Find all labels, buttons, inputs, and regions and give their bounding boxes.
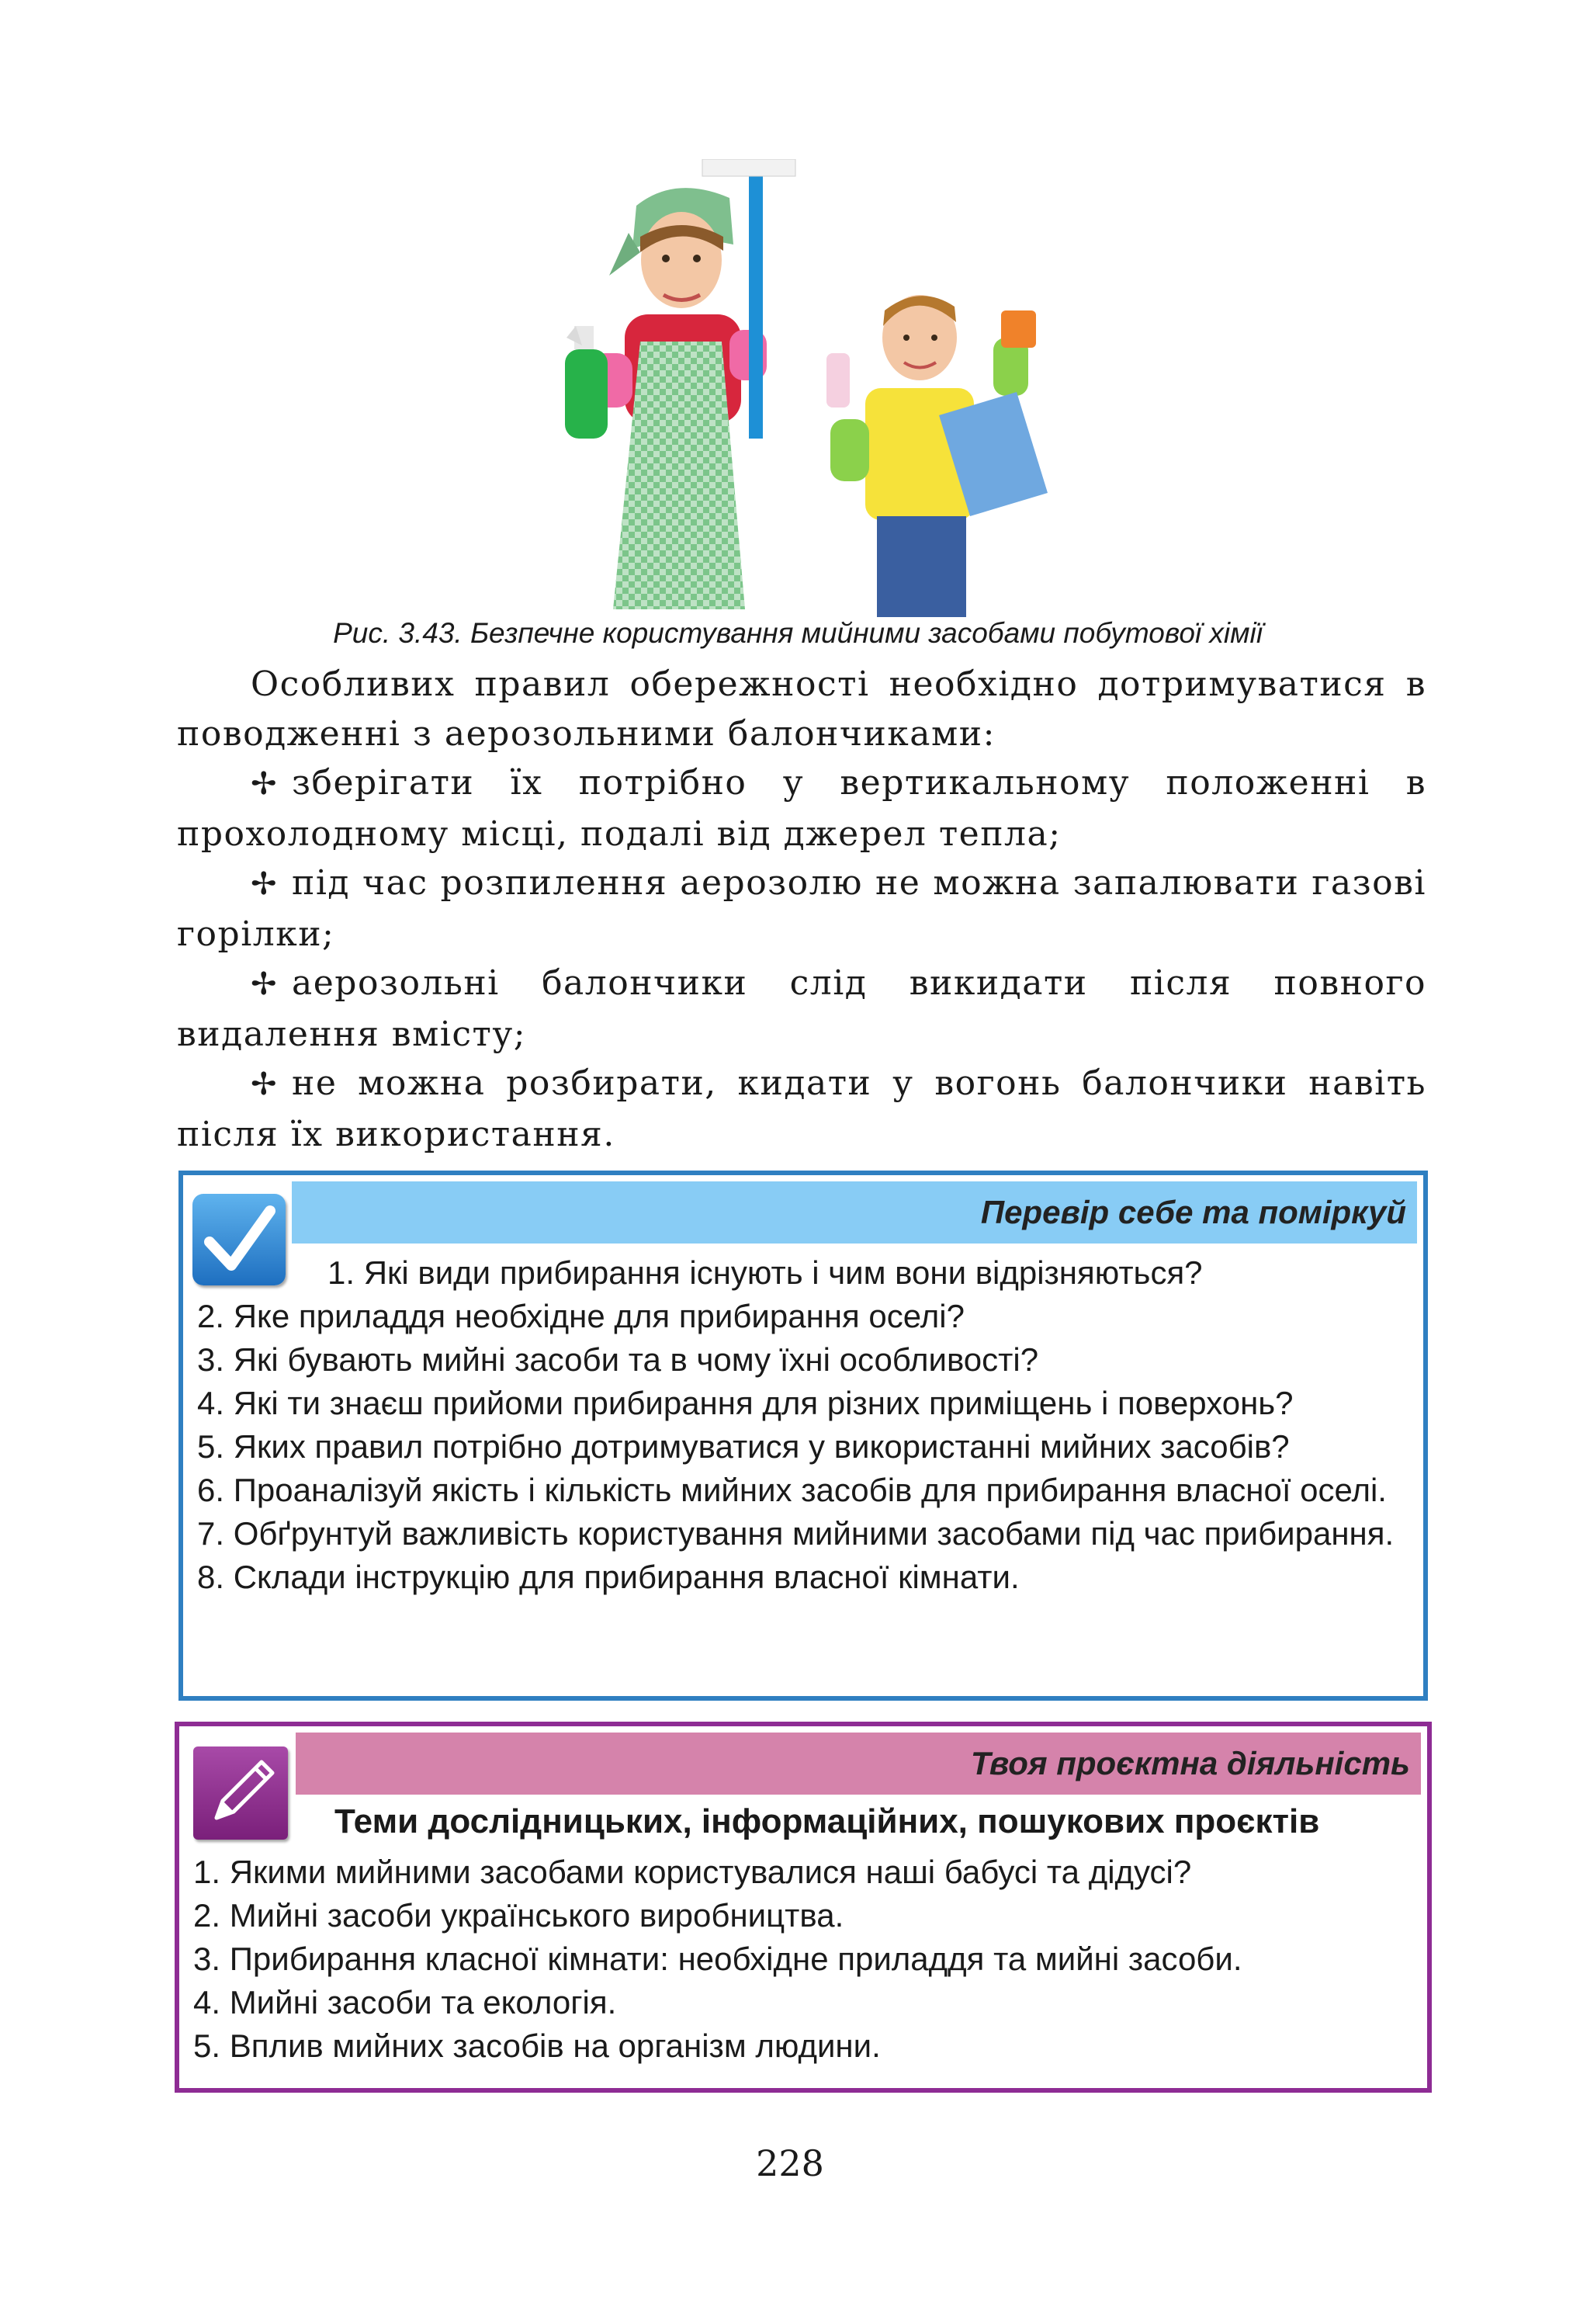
topic-item: 1. Якими мийними засобами користувалися наші бабусі та дідусі? xyxy=(193,1854,1192,1890)
question-item: 8. Склади інструкцію для прибирання власної кімнати. xyxy=(197,1559,1020,1595)
question-item: 6. Проаналізуй якість і кількість мийних засобів для прибирання власної оселі. xyxy=(197,1472,1387,1508)
topic-item: 4. Мийні засоби та екологія. xyxy=(193,1984,617,2020)
star-bullet-icon: ✢ xyxy=(251,966,279,1002)
pencil-icon xyxy=(193,1746,288,1840)
figure-caption: Рис. 3.43. Безпечне користування мийними засобами побутової хімії xyxy=(333,617,1263,649)
star-bullet-icon: ✢ xyxy=(251,866,279,902)
page-number: 228 xyxy=(756,2142,824,2184)
bullet-item: ✢ зберігати їх потрібно у вертикальному положенні в прохолодному місці, подалі від джерел тепла; xyxy=(177,763,1426,854)
question-item: 5. Яких правил потрібно дотримуватися у використанні мийних засобів? xyxy=(197,1428,1290,1465)
question-item: 7. Обґрунтуй важливість користування мийними засобами під час прибирання. xyxy=(197,1515,1395,1552)
question-item: 2. Яке приладдя необхідне для прибирання оселі? xyxy=(197,1298,965,1334)
project-activity-box xyxy=(175,1722,1432,2093)
check-yourself-box xyxy=(178,1171,1428,1701)
star-bullet-icon: ✢ xyxy=(251,1067,279,1102)
spray-bottle xyxy=(565,326,608,439)
boy-figure xyxy=(826,295,1048,617)
bullet-item: ✢ не можна розбирати, кидати у вогонь балончики навіть після їх використання. xyxy=(177,1063,1426,1154)
intro-paragraph: Особливих правил обережності необхідно дотримуватися в поводженні з аерозольними балончиками: xyxy=(177,664,1426,754)
star-bullet-icon: ✢ xyxy=(251,766,279,802)
topic-item: 3. Прибирання класної кімнати: необхідне приладдя та мийні засоби. xyxy=(193,1941,1242,1977)
main-text xyxy=(177,660,1426,1159)
bullet-item: ✢ під час розпилення аерозолю не можна запалювати газові горілки; xyxy=(177,863,1426,954)
project-topic-list xyxy=(193,1851,1413,2068)
girl-figure xyxy=(590,188,767,609)
cleaning-kids-illustration xyxy=(473,159,1094,617)
topic-item: 5. Вплив мийних засобів на організм людини. xyxy=(193,2027,881,2064)
question-list xyxy=(197,1251,1409,1599)
question-item: 4. Які ти знаєш прийоми прибирання для різних приміщень і поверхонь? xyxy=(197,1385,1294,1421)
project-box-title: Твоя проєктна діяльність xyxy=(296,1733,1421,1795)
project-subtitle: Теми дослідницьких, інформаційних, пошукових проєктів xyxy=(334,1802,1320,1840)
question-item: 1. Які види прибирання існують і чим вони відрізняються? xyxy=(327,1254,1203,1291)
check-box-title: Перевір себе та поміркуй xyxy=(292,1181,1417,1244)
question-item: 3. Які бувають мийні засоби та в чому їхні особливості? xyxy=(197,1341,1039,1378)
bullet-item: ✢ аерозольні балончики слід викидати після повного видалення вмісту; xyxy=(177,963,1426,1054)
topic-item: 2. Мийні засоби українського виробництва. xyxy=(193,1897,844,1934)
